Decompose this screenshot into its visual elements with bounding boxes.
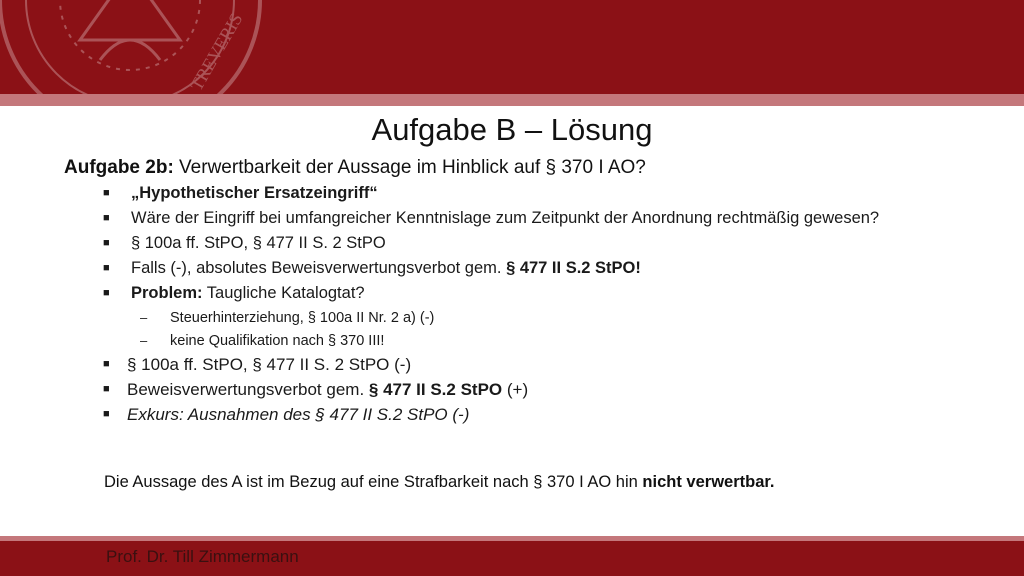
sub-bullet-text: keine Qualifikation nach § 370 III! xyxy=(170,333,385,349)
footer-author: Prof. Dr. Till Zimmermann xyxy=(106,547,299,566)
header-band xyxy=(0,0,1024,94)
sub-list-item xyxy=(100,309,920,327)
bullet-bold: „Hypothetischer Ersatzeingriff“ xyxy=(131,184,378,202)
bullet-square-icon: ■ xyxy=(103,358,110,370)
slide-subheading xyxy=(64,157,646,179)
seal-text: TREVERIS xyxy=(186,9,247,94)
bullet-square-icon: ■ xyxy=(103,408,110,420)
bullet-text: (+) xyxy=(502,380,529,399)
bullet-square-icon: ■ xyxy=(103,287,110,299)
list-item xyxy=(100,284,920,303)
bullet-list xyxy=(100,184,920,430)
conclusion-text: Die Aussage des A ist im Bezug auf eine Strafbarkeit nach § 370 I AO hin xyxy=(104,473,643,491)
bullet-square-icon: ■ xyxy=(103,237,110,249)
bullet-italic-text: Exkurs: Ausnahmen des § 477 II S.2 StPO (-) xyxy=(127,405,470,424)
dash-icon: – xyxy=(140,333,148,348)
bullet-bold: Problem: xyxy=(131,284,203,302)
bullet-text: Wäre der Eingriff bei umfangreicher Kenntnislage zum Zeitpunkt der Anordnung rechtmäßig gewesen? xyxy=(131,209,880,227)
bullet-bold: § 477 II S.2 StPO xyxy=(368,380,503,399)
bullet-text: § 100a ff. StPO, § 477 II S. 2 StPO xyxy=(131,234,386,252)
list-item xyxy=(100,355,920,374)
bullet-text: Beweisverwertungsverbot gem. xyxy=(127,380,369,399)
list-item xyxy=(100,184,920,203)
list-item xyxy=(100,209,920,228)
sub-bullet-text: Steuerhinterziehung, § 100a II Nr. 2 a) (-) xyxy=(170,310,435,326)
university-seal-icon xyxy=(0,0,270,94)
slide-title: Aufgabe B – Lösung xyxy=(371,112,653,147)
conclusion-bold: nicht verwertbar. xyxy=(642,473,775,491)
bullet-text: Falls (-), absolutes Beweisverwertungsverbot gem. xyxy=(131,259,507,277)
list-item xyxy=(100,380,920,399)
dash-icon: – xyxy=(140,310,148,325)
bullet-text: Taugliche Katalogtat? xyxy=(202,284,365,302)
list-item xyxy=(100,405,920,424)
bullet-square-icon: ■ xyxy=(103,262,110,274)
bullet-text: § 100a ff. StPO, § 477 II S. 2 StPO (-) xyxy=(127,355,412,374)
subheading-bold: Aufgabe 2b: xyxy=(64,157,174,178)
bullet-square-icon: ■ xyxy=(103,212,110,224)
sub-list-item xyxy=(100,332,920,350)
bullet-square-icon: ■ xyxy=(103,187,110,199)
bullet-square-icon: ■ xyxy=(103,383,110,395)
header-stripe xyxy=(0,94,1024,106)
subheading-text: Verwertbarkeit der Aussage im Hinblick auf § 370 I AO? xyxy=(173,157,646,178)
bullet-bold: § 477 II S.2 StPO! xyxy=(506,259,641,277)
conclusion xyxy=(104,473,774,492)
list-item xyxy=(100,259,920,278)
list-item xyxy=(100,234,920,253)
